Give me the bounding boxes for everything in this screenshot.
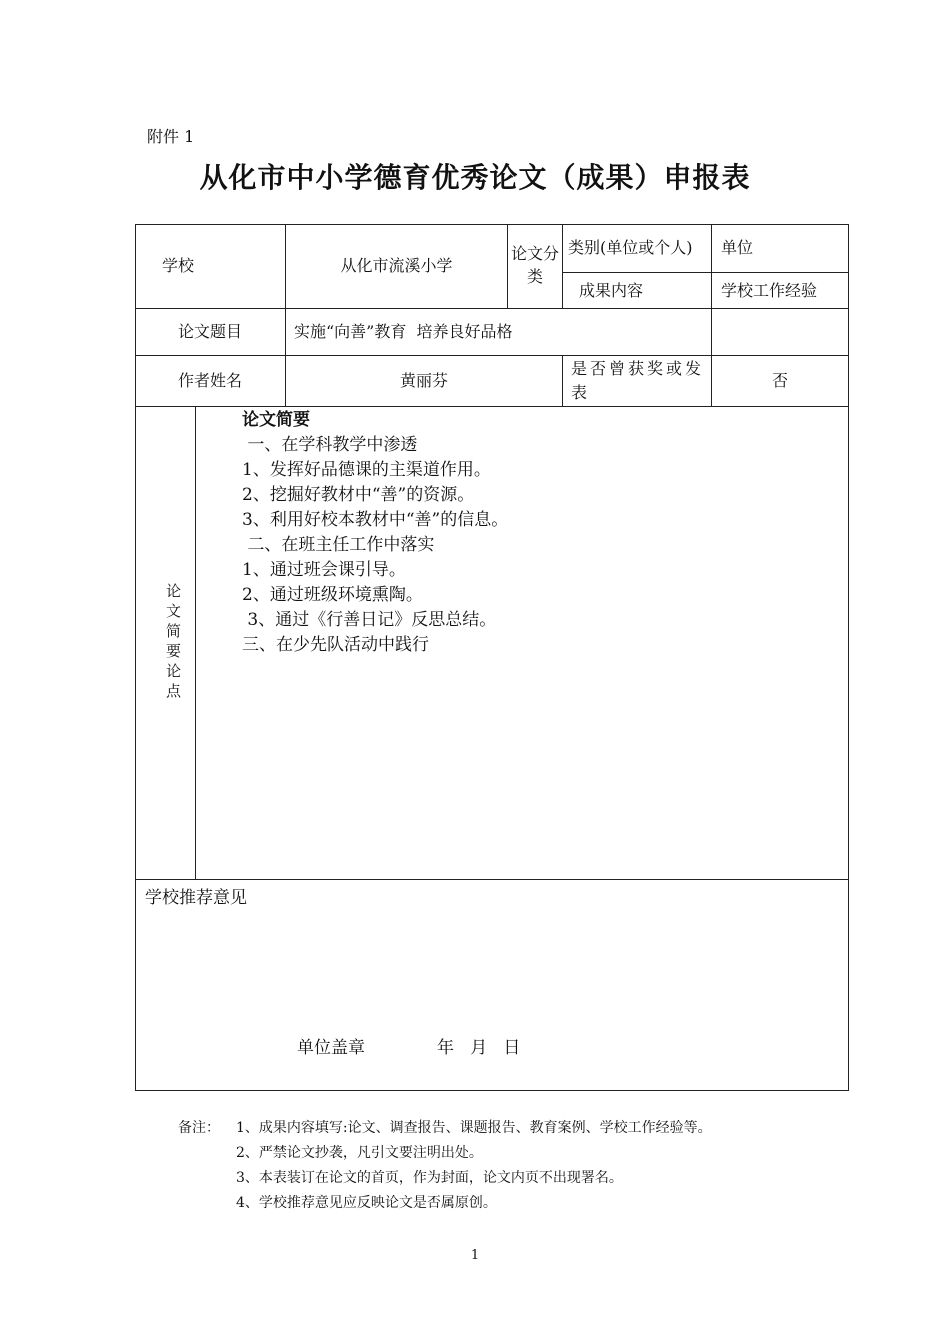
author-label: 作者姓名 xyxy=(177,370,242,390)
row-divider-category xyxy=(562,272,849,273)
col-divider-category xyxy=(562,224,563,308)
summary-line: 1、通过班会课引导。 xyxy=(242,560,406,580)
page-title: 从化市中小学德育优秀论文（成果）申报表 xyxy=(199,161,751,194)
row-divider-author xyxy=(135,406,849,407)
table-border-bottom xyxy=(135,1090,849,1091)
summary-line: 1、发挥好品德课的主渠道作用。 xyxy=(242,460,491,480)
school-label: 学校 xyxy=(162,256,195,275)
notes-label: 备注： xyxy=(178,1120,220,1136)
table-border-right xyxy=(848,224,849,1091)
content-value: 学校工作经验 xyxy=(721,281,818,300)
award-label: 是否曾获奖或发表 xyxy=(571,359,705,402)
summary-line: 3、通过《行善日记》反思总结。 xyxy=(242,610,497,630)
author-value: 黄丽芬 xyxy=(399,370,448,390)
table-border-top xyxy=(135,224,849,225)
col-divider-summary xyxy=(195,406,196,879)
notes-section xyxy=(178,1116,712,1216)
row-divider-summary xyxy=(135,879,849,880)
award-value: 否 xyxy=(771,370,788,390)
summary-line: 2、通过班级环境熏陶。 xyxy=(242,585,423,605)
topic-value: 实施“向善”教育 培养良好品格 xyxy=(294,322,513,341)
content-label: 成果内容 xyxy=(579,281,644,300)
col-divider-school xyxy=(507,224,508,308)
date-label: 年 月 日 xyxy=(437,1038,521,1058)
page-number: 1 xyxy=(470,1248,480,1263)
school-value: 从化市流溪小学 xyxy=(340,256,453,275)
note-item: 2、严禁论文抄袭，凡引文要注明出处。 xyxy=(236,1145,483,1161)
summary-line: 3、利用好校本教材中“善”的信息。 xyxy=(242,510,509,530)
attachment-label: 附件 1 xyxy=(147,127,195,146)
note-item: 1、成果内容填写:论文、调查报告、课题报告、教育案例、学校工作经验等。 xyxy=(236,1120,712,1136)
summary-side-label: 论文简要论点 xyxy=(166,582,182,700)
topic-label: 论文题目 xyxy=(177,321,242,341)
summary-line: 2、挖掘好教材中“善”的资源。 xyxy=(242,485,475,505)
seal-label: 单位盖章 xyxy=(297,1038,365,1058)
category-label: 论文分类 xyxy=(511,244,560,286)
type-label: 类别(单位或个人) xyxy=(568,238,693,257)
note-item: 3、本表装订在论文的首页，作为封面，论文内页不出现署名。 xyxy=(236,1170,623,1186)
summary-heading: 论文简要 xyxy=(242,410,310,430)
summary-line: 二、在班主任工作中落实 xyxy=(242,535,435,555)
col-divider-author xyxy=(562,355,563,406)
summary-line: 一、在学科教学中渗透 xyxy=(242,435,418,455)
note-item: 4、学校推荐意见应反映论文是否属原创。 xyxy=(236,1195,497,1211)
application-form-table xyxy=(135,224,849,1091)
summary-content xyxy=(242,408,508,658)
summary-line: 三、在少先队活动中践行 xyxy=(242,635,429,655)
recommend-label: 学校推荐意见 xyxy=(145,888,247,908)
type-value: 单位 xyxy=(721,238,754,257)
